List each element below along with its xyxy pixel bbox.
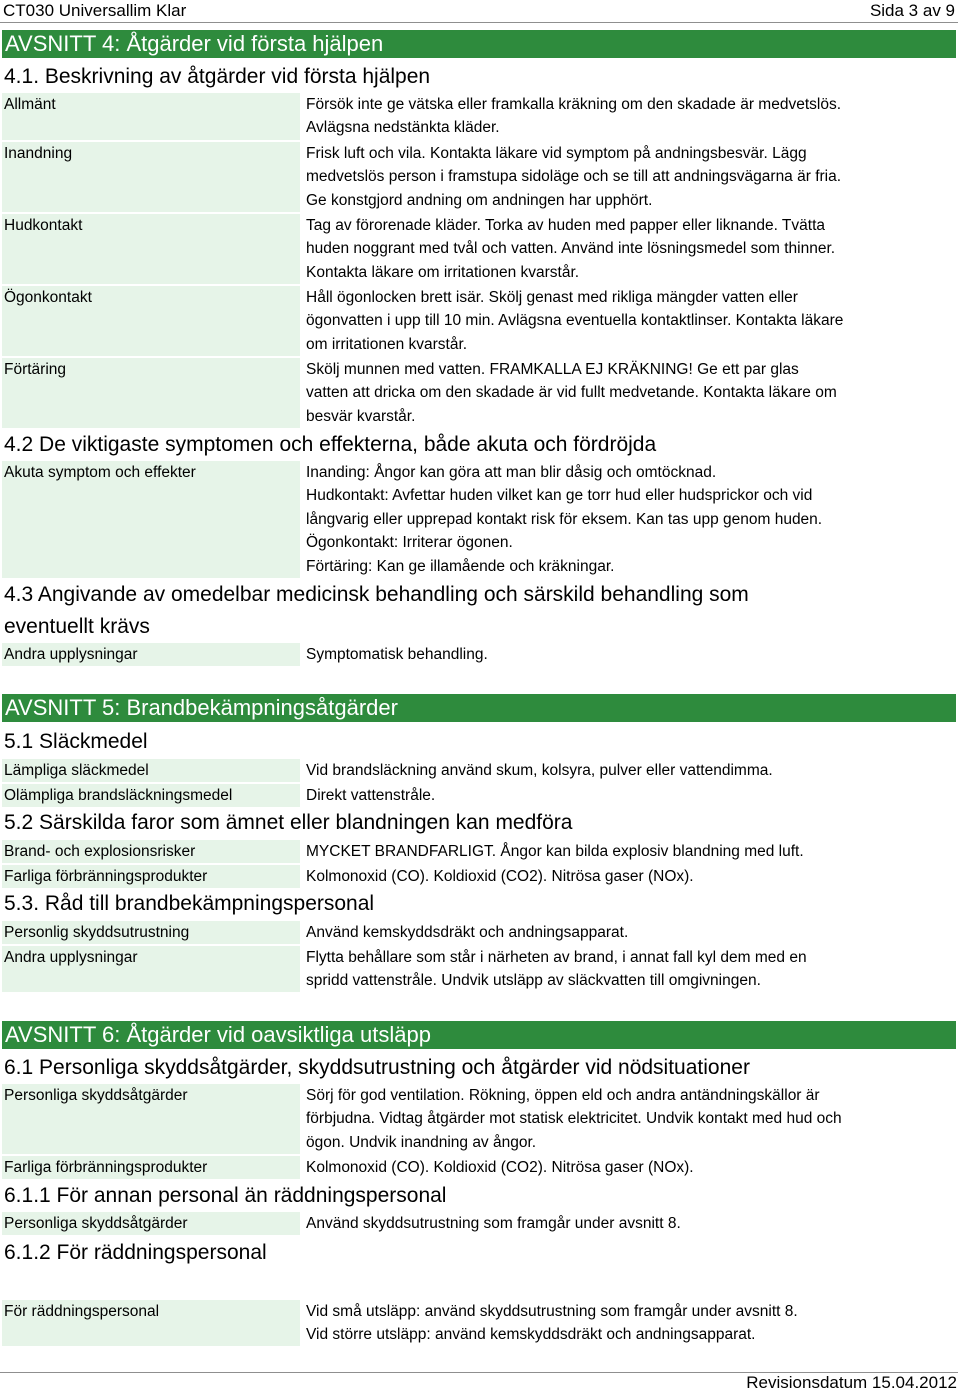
subsection-4-1-title: 4.1. Beskrivning av åtgärder vid första hjälpen bbox=[4, 65, 431, 88]
section-4-heading bbox=[2, 30, 956, 58]
row-value-farliga-forbranningsprodukter-5: Kolmonoxid (CO). Koldioxid (CO2). Nitrösa gaser (NOx). bbox=[306, 868, 694, 885]
row-value-personliga-skyddsatgarder: Sörj för god ventilation. Rökning, öppen eld och andra antändningskällor är förbjudna. Vidtag åtgärder mot statisk elektricitet. Undvik kontakt med hud och ögon. Undvik inandning av ångor. bbox=[306, 1087, 842, 1151]
row-value-hudkontakt: Tag av förorenade kläder. Torka av huden med papper eller liknande. Tvätta huden noggrant med tvål och vatten. Använd inte lösningsmedel som thinner. Kontakta läkare om irritationen kvarstår. bbox=[306, 217, 836, 281]
row-value-for-raddningspersonal: Vid små utsläpp: använd skyddsutrustning som framgår under avsnitt 8. Vid större utsläpp: använd kemskyddsdräkt och andningsapparat. bbox=[306, 1303, 798, 1344]
row-label-for-raddningspersonal: För räddningspersonal bbox=[2, 1300, 300, 1346]
row-label-lampliga-slackmedel: Lämpliga släckmedel bbox=[2, 759, 300, 782]
row-label-hudkontakt: Hudkontakt bbox=[2, 214, 300, 284]
subsection-5-1-title: 5.1 Släckmedel bbox=[4, 730, 148, 753]
page-number: Sida 3 av 9 bbox=[869, 1, 955, 20]
subsection-6-1-2-title: 6.1.2 För räddningspersonal bbox=[4, 1241, 267, 1264]
row-value-personlig-skyddsutrustning: Använd kemskyddsdräkt och andningsapparat. bbox=[306, 924, 629, 941]
row-label-andra-upplysningar-5: Andra upplysningar bbox=[2, 946, 300, 992]
revision-date: Revisionsdatum 15.04.2012 bbox=[746, 1373, 957, 1392]
subsection-6-1-1-title: 6.1.1 För annan personal än räddningspersonal bbox=[4, 1184, 447, 1207]
row-label-personliga-skyddsatgarder: Personliga skyddsåtgärder bbox=[2, 1084, 300, 1154]
section-6-title: AVSNITT 6: Åtgärder vid oavsiktliga utsläpp bbox=[5, 1022, 431, 1047]
row-label-brand-explosionsrisker: Brand- och explosionsrisker bbox=[2, 840, 300, 863]
subsection-6-1-title: 6.1 Personliga skyddsåtgärder, skyddsutrustning och åtgärder vid nödsituationer bbox=[4, 1056, 750, 1079]
row-value-farliga-forbranningsprodukter-6: Kolmonoxid (CO). Koldioxid (CO2). Nitrösa gaser (NOx). bbox=[306, 1159, 694, 1176]
page-header bbox=[0, 0, 958, 23]
row-value-brand-explosionsrisker: MYCKET BRANDFARLIGT. Ångor kan bilda explosiv blandning med luft. bbox=[306, 843, 804, 860]
subsection-5-3-title: 5.3. Råd till brandbekämpningspersonal bbox=[4, 892, 375, 915]
row-value-personliga-skyddsatgarder-annan: Använd skyddsutrustning som framgår under avsnitt 8. bbox=[306, 1215, 681, 1232]
row-label-fortaring: Förtäring bbox=[2, 358, 300, 428]
subsection-4-3-title-line1: 4.3 Angivande av omedelbar medicinsk behandling och särskild behandling som bbox=[4, 583, 749, 606]
section-4-title: AVSNITT 4: Åtgärder vid första hjälpen bbox=[5, 31, 384, 56]
row-label-personliga-skyddsatgarder-annan: Personliga skyddsåtgärder bbox=[2, 1212, 300, 1235]
row-label-ogonkontakt: Ögonkontakt bbox=[2, 286, 300, 356]
section-5-title: AVSNITT 5: Brandbekämpningsåtgärder bbox=[5, 695, 398, 720]
row-label-personlig-skyddsutrustning: Personlig skyddsutrustning bbox=[2, 921, 300, 944]
row-value-ogonkontakt: Håll ögonlocken brett isär. Skölj genast med rikliga mängder vatten eller ögonvatten i upp till 10 min. Avlägsna eventuella kontaktlinser. Kontakta läkare om irritationen kvarstår. bbox=[306, 289, 844, 353]
row-value-akuta-symptom: Inanding: Ångor kan göra att man blir dåsig och omtöcknad. Hudkontakt: Avfettar huden vilket kan ge torr hud eller hudsprickor och vid långvarig eller upprepad kontakt risk för eksem. Kan tas upp genom huden. Ögonkontakt: Irriterar ögonen. Förtäring: Kan ge illamående och kräkningar. bbox=[306, 464, 823, 575]
subsection-5-2-title: 5.2 Särskilda faror som ämnet eller blandningen kan medföra bbox=[4, 811, 573, 834]
row-value-lampliga-slackmedel: Vid brandsläckning använd skum, kolsyra, pulver eller vattendimma. bbox=[306, 762, 773, 779]
row-value-allmant: Försök inte ge vätska eller framkalla kräkning om den skadade är medvetslös. Avlägsna nedstänkta kläder. bbox=[306, 96, 841, 137]
subsection-4-3-title-line2: eventuellt krävs bbox=[4, 615, 150, 638]
row-label-farliga-forbranningsprodukter-5: Farliga förbränningsprodukter bbox=[2, 865, 300, 888]
row-label-akuta-symptom: Akuta symptom och effekter bbox=[2, 461, 300, 578]
row-label-andra-upplysningar-4: Andra upplysningar bbox=[2, 643, 300, 666]
subsection-4-2-title: 4.2 De viktigaste symptomen och effekterna, både akuta och fördröjda bbox=[4, 433, 657, 456]
section-6-heading bbox=[2, 1021, 956, 1049]
row-label-farliga-forbranningsprodukter-6: Farliga förbränningsprodukter bbox=[2, 1156, 300, 1179]
section-5-heading bbox=[2, 694, 956, 722]
row-label-olampliga-slackmedel: Olämpliga brandsläckningsmedel bbox=[2, 784, 300, 807]
row-label-allmant: Allmänt bbox=[2, 93, 300, 140]
document-title: CT030 Universallim Klar bbox=[3, 1, 187, 20]
row-value-andra-upplysningar-5: Flytta behållare som står i närheten av brand, i annat fall kyl dem med en spridd vattenstråle. Undvik utsläpp av släckvatten till omgivningen. bbox=[306, 949, 807, 990]
row-value-andra-upplysningar-4: Symptomatisk behandling. bbox=[306, 646, 488, 663]
row-value-olampliga-slackmedel: Direkt vattenstråle. bbox=[306, 787, 436, 804]
row-value-inandning: Frisk luft och vila. Kontakta läkare vid symptom på andningsbesvär. Lägg medvetslös person i framstupa sidoläge och se till att andningsvägarna är fria. Ge konstgjord andning om andningen har upphört. bbox=[306, 145, 842, 209]
row-label-inandning: Inandning bbox=[2, 142, 300, 212]
row-value-fortaring: Skölj munnen med vatten. FRAMKALLA EJ KRÄKNING! Ge ett par glas vatten att dricka om den skadade är vid fullt medvetande. Kontakta läkare om besvär kvarstår. bbox=[306, 361, 837, 425]
